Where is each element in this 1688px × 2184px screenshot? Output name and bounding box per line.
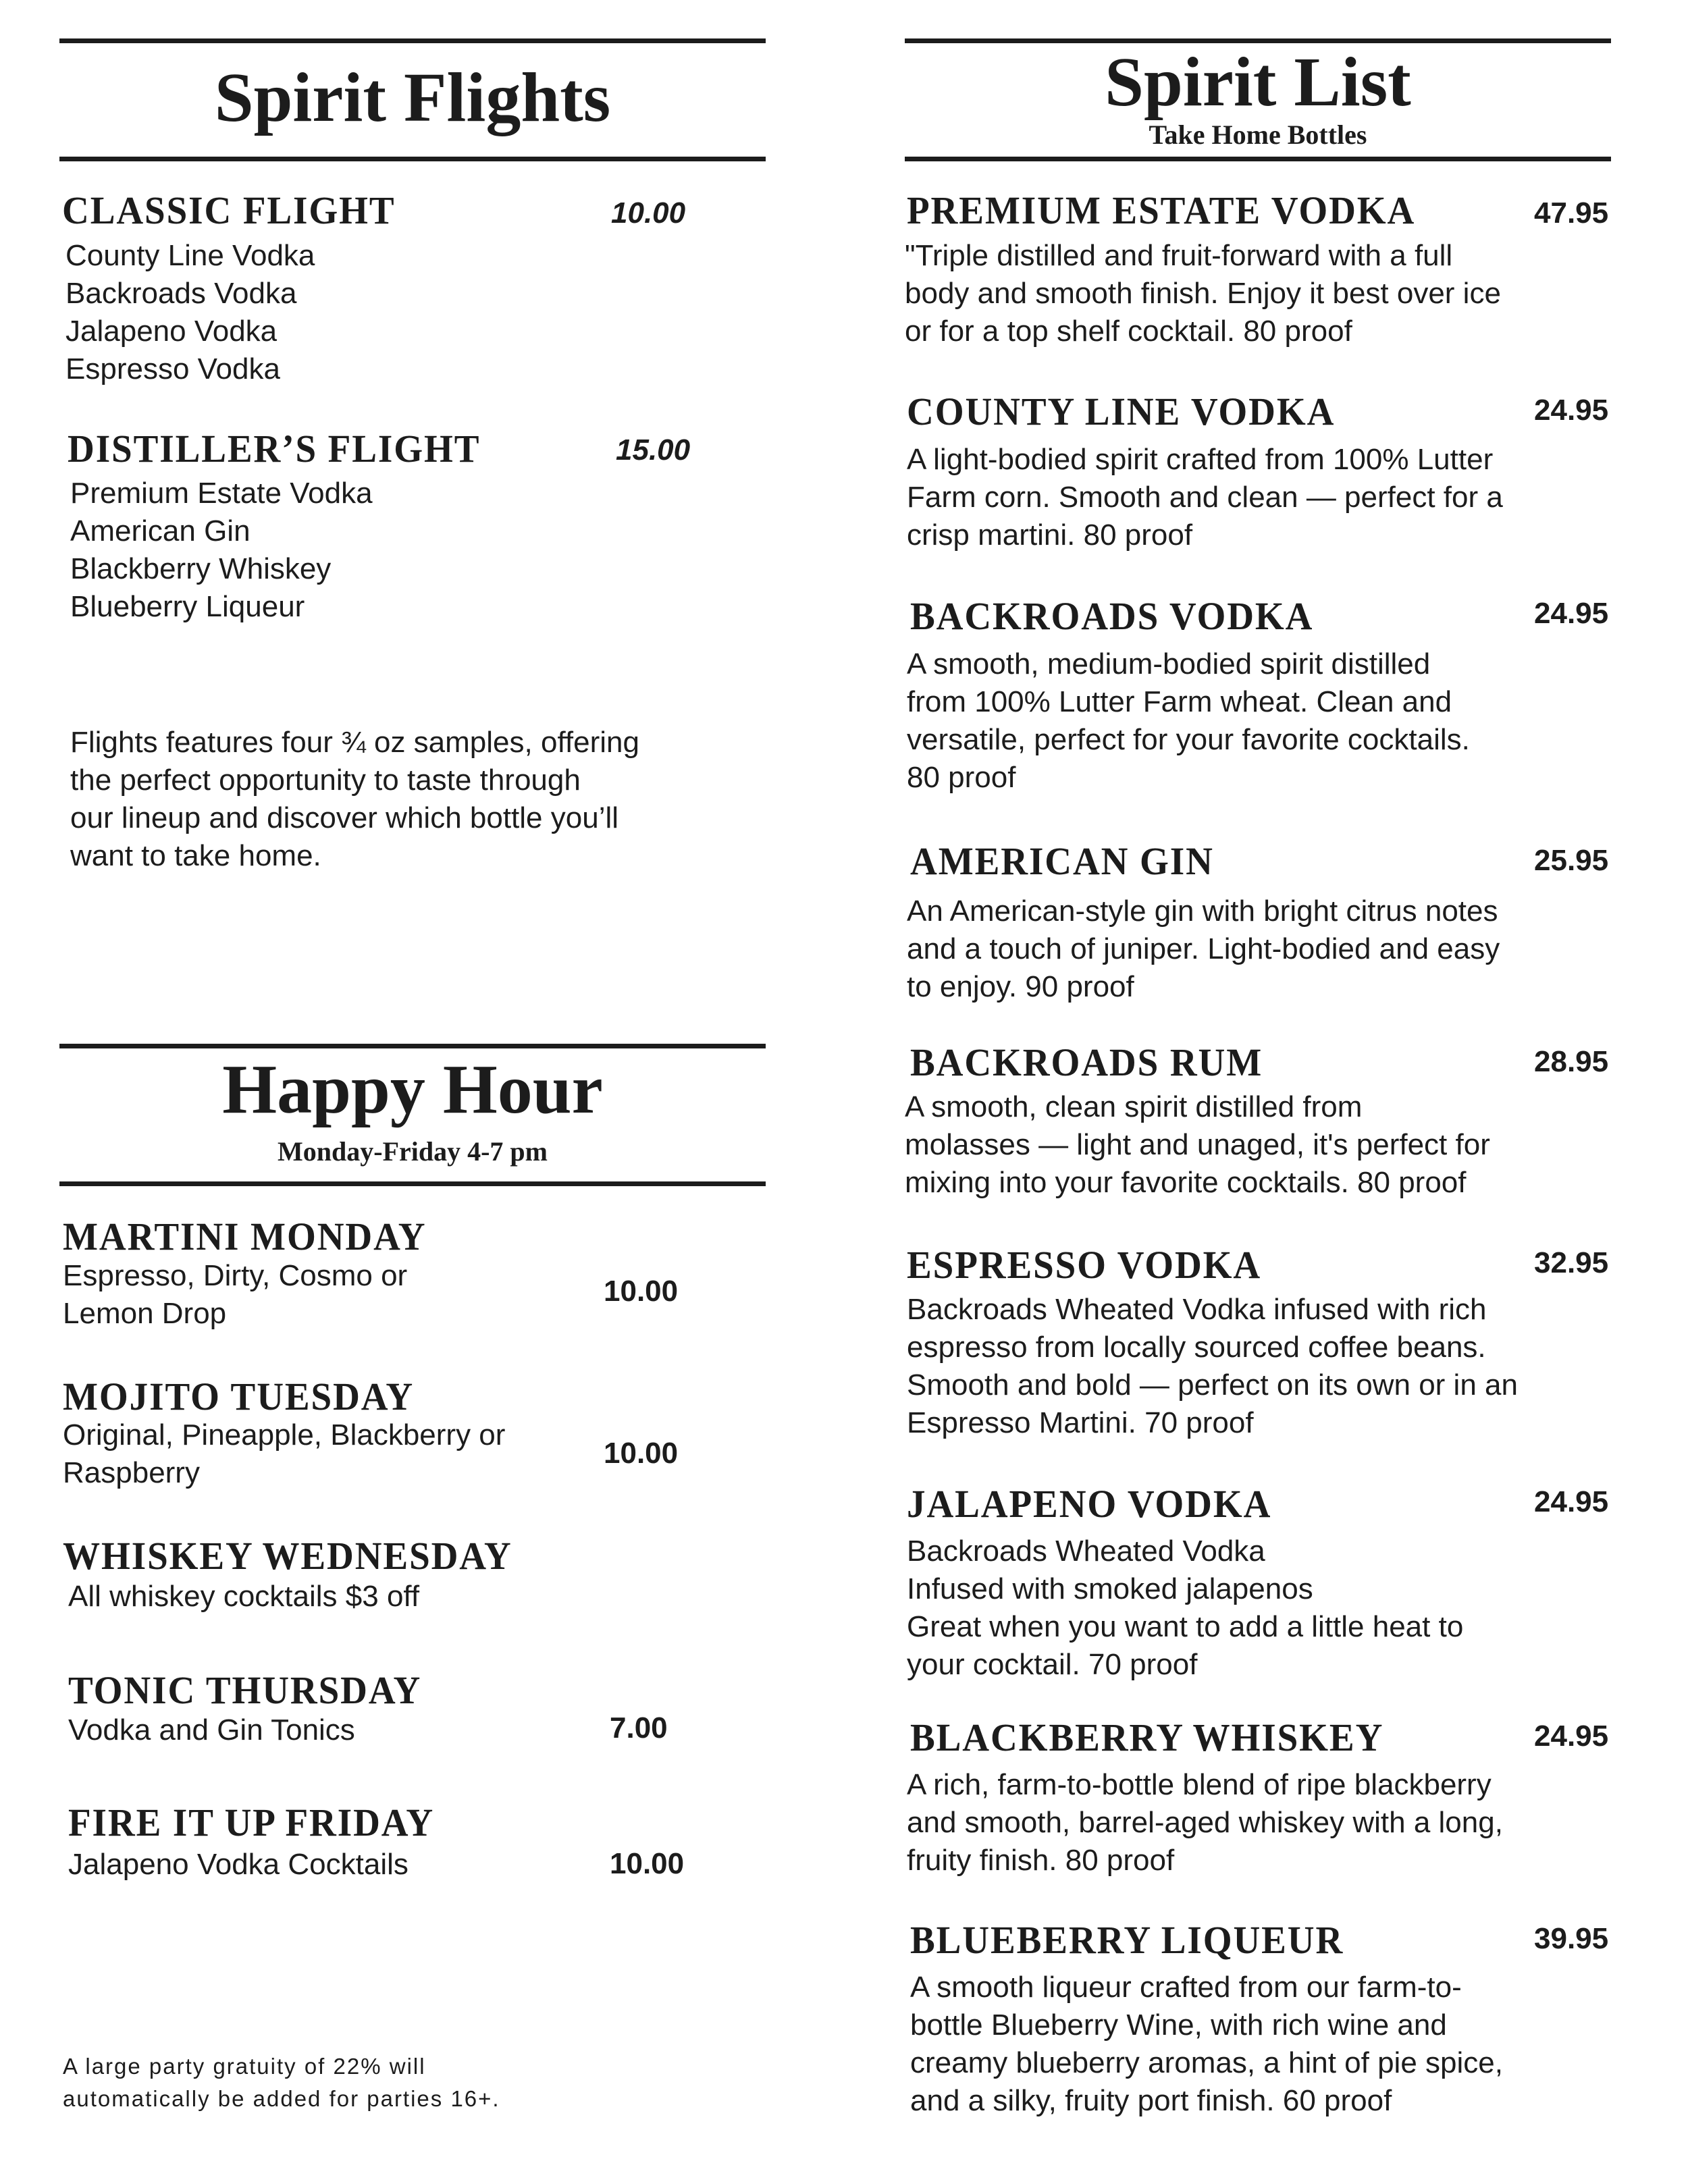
spirit-price: 25.95: [1534, 844, 1609, 877]
spirit-description-line: creamy blueberry aromas, a hint of pie spice,: [910, 2046, 1503, 2079]
distillers-flight-item: Blueberry Liqueur: [70, 590, 305, 623]
whiskey-wednesday-line: All whiskey cocktails $3 off: [68, 1580, 420, 1613]
spirit-price: 28.95: [1534, 1045, 1609, 1078]
spirit-description-line: from 100% Lutter Farm wheat. Clean and: [907, 685, 1452, 718]
flights-description-line: want to take home.: [70, 839, 321, 872]
tonic-thursday-line: Vodka and Gin Tonics: [68, 1713, 355, 1747]
distillers-flight-price: 15.00: [616, 433, 691, 467]
spirit-name: AMERICAN GIN: [910, 839, 1214, 883]
spirit-price: 39.95: [1534, 1922, 1609, 1955]
martini-monday-name: MARTINI MONDAY: [63, 1215, 427, 1258]
spirit-price: 47.95: [1534, 196, 1609, 230]
spirit-description-line: fruity finish. 80 proof: [907, 1844, 1175, 1877]
classic-flight-item: Backroads Vodka: [65, 277, 297, 310]
gratuity-note-line: automatically be added for parties 16+.: [63, 2086, 500, 2111]
spirit-flights-title: Spirit Flights: [214, 59, 611, 136]
spirit-name: BACKROADS RUM: [910, 1040, 1263, 1084]
mojito-tuesday-line: Original, Pineapple, Blackberry or: [63, 1418, 506, 1451]
spirit-name: ESPRESSO VODKA: [907, 1243, 1262, 1287]
spirit-description-line: molasses — light and unaged, it's perfect for: [905, 1128, 1490, 1161]
spirit-name: PREMIUM ESTATE VODKA: [907, 188, 1416, 232]
spirit-list-subtitle: Take Home Bottles: [1149, 119, 1367, 150]
spirit-description-line: and a touch of juniper. Light-bodied and easy: [907, 932, 1500, 965]
spirit-description-line: A light-bodied spirit crafted from 100% Lutter: [907, 443, 1494, 476]
classic-flight-item: County Line Vodka: [65, 239, 315, 272]
spirit-description-line: Backroads Wheated Vodka: [907, 1535, 1265, 1568]
distillers-flight-name: DISTILLER’S FLIGHT: [68, 427, 481, 471]
classic-flight-price: 10.00: [611, 196, 686, 230]
classic-flight-item: Espresso Vodka: [65, 352, 280, 385]
flights-description-line: our lineup and discover which bottle you’ll: [70, 801, 619, 834]
spirit-list-title: Spirit List: [1105, 43, 1411, 121]
spirit-description-line: your cocktail. 70 proof: [907, 1648, 1198, 1681]
flights-description-line: the perfect opportunity to taste through: [70, 764, 581, 797]
mojito-tuesday-name: MOJITO TUESDAY: [63, 1375, 415, 1418]
flights-bottom-rule: [59, 157, 766, 161]
flights-description-line: Flights features four ¾ oz samples, offering: [70, 726, 639, 759]
spirit-description-line: Farm corn. Smooth and clean — perfect for a: [907, 481, 1503, 514]
happy-hour-title: Happy Hour: [222, 1050, 603, 1128]
spirit-description-line: body and smooth finish. Enjoy it best over ice: [905, 277, 1501, 310]
spirit-name: BLUEBERRY LIQUEUR: [910, 1918, 1344, 1962]
spirit-price: 24.95: [1534, 597, 1609, 630]
classic-flight-item: Jalapeno Vodka: [65, 315, 278, 348]
spirit-name: JALAPENO VODKA: [907, 1482, 1272, 1526]
gratuity-note-line: A large party gratuity of 22% will: [63, 2054, 426, 2079]
fire-it-up-friday-price: 10.00: [610, 1847, 685, 1880]
spirit-description-line: crisp martini. 80 proof: [907, 518, 1193, 552]
spirit-list-top-rule: [905, 38, 1611, 43]
spirit-description-line: "Triple distilled and fruit-forward with a full: [905, 239, 1453, 272]
spirit-price: 24.95: [1534, 1720, 1609, 1753]
distillers-flight-item: Blackberry Whiskey: [70, 552, 332, 585]
spirit-description-line: espresso from locally sourced coffee beans.: [907, 1331, 1486, 1364]
martini-monday-price: 10.00: [604, 1275, 679, 1308]
tonic-thursday-price: 7.00: [610, 1711, 668, 1744]
spirit-description-line: mixing into your favorite cocktails. 80 proof: [905, 1166, 1467, 1199]
mojito-tuesday-line: Raspberry: [63, 1456, 200, 1489]
spirit-description-line: A smooth, medium-bodied spirit distilled: [907, 647, 1431, 681]
spirit-price: 32.95: [1534, 1246, 1609, 1279]
distillers-flight-item: Premium Estate Vodka: [70, 477, 373, 510]
flights-top-rule: [59, 38, 766, 43]
fire-it-up-friday-line: Jalapeno Vodka Cocktails: [68, 1848, 408, 1881]
spirit-list-bottom-rule: [905, 157, 1611, 161]
happy-hour-subtitle: Monday-Friday 4-7 pm: [278, 1136, 548, 1167]
spirit-description-line: A smooth, clean spirit distilled from: [905, 1090, 1363, 1123]
spirit-description-line: An American-style gin with bright citrus notes: [907, 895, 1498, 928]
martini-monday-line: Lemon Drop: [63, 1297, 227, 1330]
classic-flight-name: CLASSIC FLIGHT: [62, 188, 396, 232]
mojito-tuesday-price: 10.00: [604, 1437, 679, 1470]
spirit-price: 24.95: [1534, 1485, 1609, 1518]
whiskey-wednesday-name: WHISKEY WEDNESDAY: [63, 1534, 512, 1578]
spirit-description-line: and smooth, barrel-aged whiskey with a long,: [907, 1806, 1503, 1839]
spirit-description-line: or for a top shelf cocktail. 80 proof: [905, 315, 1352, 348]
spirit-description-line: versatile, perfect for your favorite cocktails.: [907, 723, 1470, 756]
martini-monday-line: Espresso, Dirty, Cosmo or: [63, 1259, 408, 1292]
spirit-description-line: Great when you want to add a little heat to: [907, 1610, 1464, 1643]
spirit-description-line: Smooth and bold — perfect on its own or in an: [907, 1368, 1518, 1402]
happy-hour-bottom-rule: [59, 1181, 766, 1186]
spirit-description-line: Espresso Martini. 70 proof: [907, 1406, 1254, 1439]
spirit-name: BLACKBERRY WHISKEY: [910, 1715, 1384, 1759]
tonic-thursday-name: TONIC THURSDAY: [68, 1668, 422, 1712]
distillers-flight-item: American Gin: [70, 514, 250, 548]
spirit-description-line: and a silky, fruity port finish. 60 proof: [910, 2084, 1392, 2117]
spirit-name: COUNTY LINE VODKA: [907, 390, 1336, 433]
spirit-description-line: Backroads Wheated Vodka infused with rich: [907, 1293, 1487, 1326]
spirit-description-line: Infused with smoked jalapenos: [907, 1572, 1313, 1605]
fire-it-up-friday-name: FIRE IT UP FRIDAY: [68, 1801, 435, 1844]
happy-hour-top-rule: [59, 1044, 766, 1048]
spirit-description-line: to enjoy. 90 proof: [907, 970, 1134, 1003]
spirit-description-line: A rich, farm-to-bottle blend of ripe blackberry: [907, 1768, 1492, 1801]
spirit-description-line: bottle Blueberry Wine, with rich wine and: [910, 2008, 1447, 2042]
spirit-description-line: 80 proof: [907, 761, 1016, 794]
spirit-description-line: A smooth liqueur crafted from our farm-to-: [910, 1971, 1462, 2004]
spirit-price: 24.95: [1534, 394, 1609, 427]
spirit-name: BACKROADS VODKA: [910, 594, 1314, 638]
